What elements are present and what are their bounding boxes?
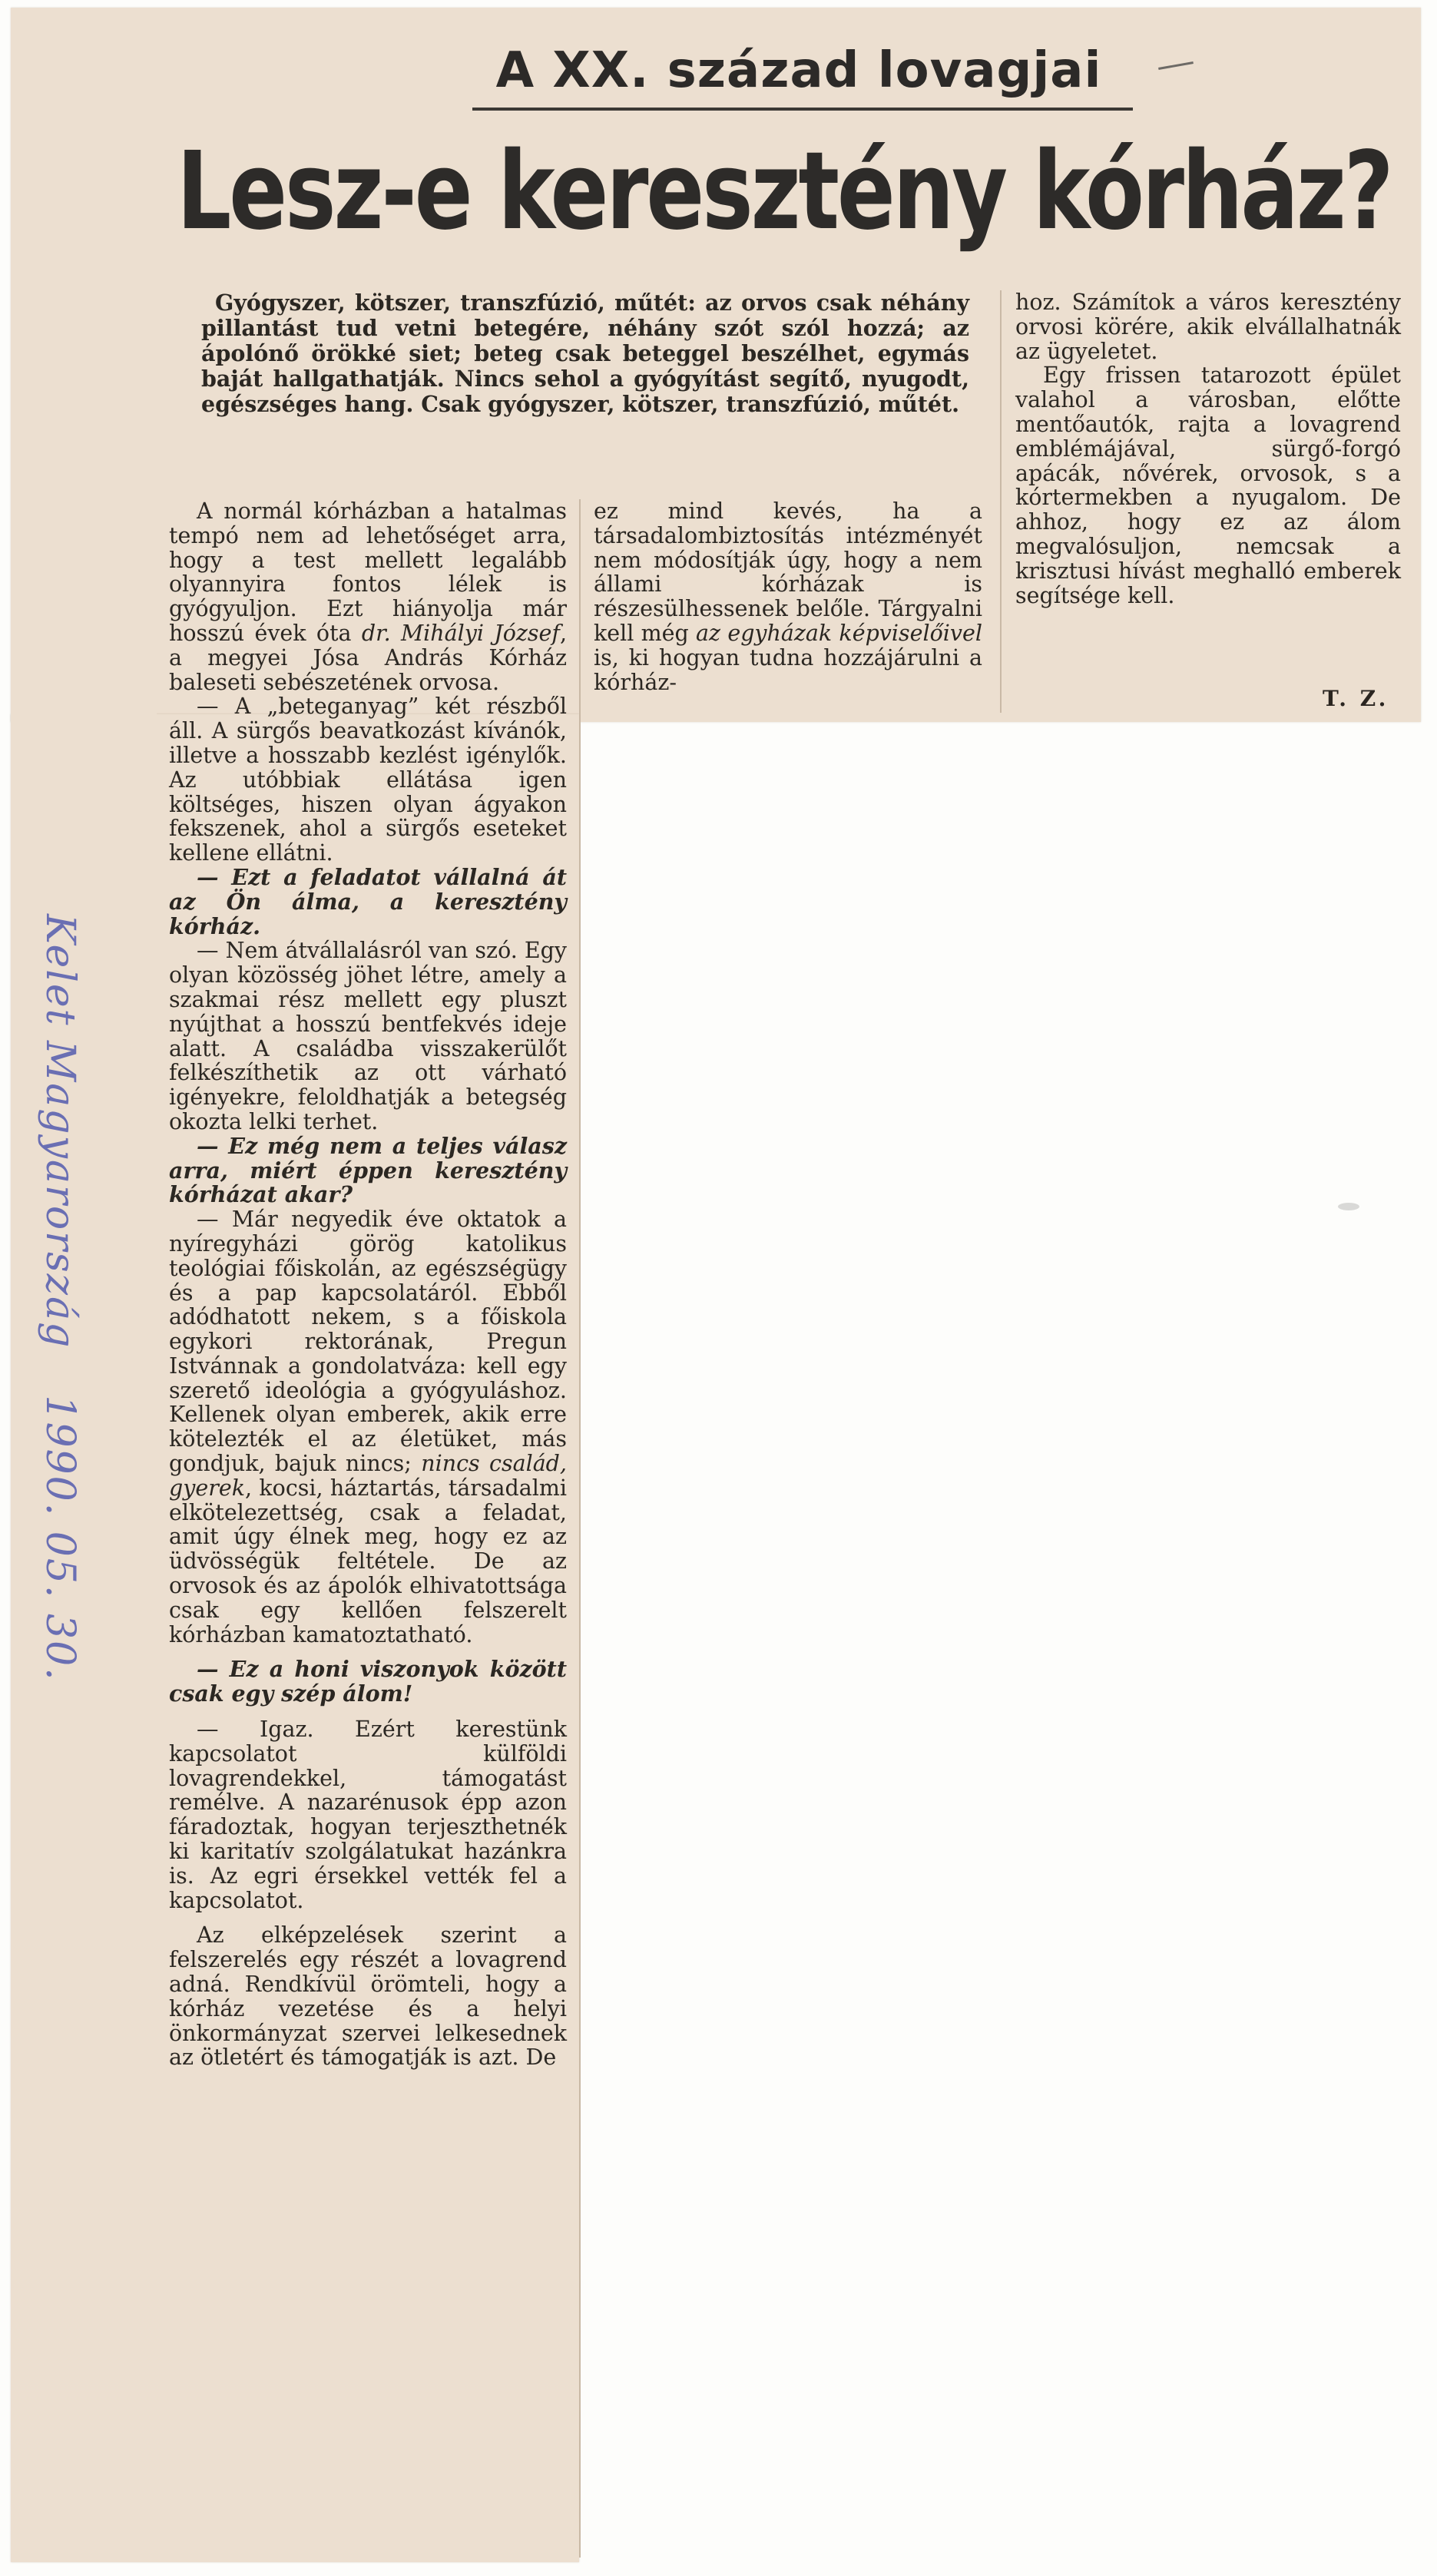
text-run: — Már negyedik éve oktatok a nyíregyházi görög katolikus teológiai főiskolán, az egészségügy és a pap kapcsolatáról. Ebből adódhatott nekem, s a főiskola egykori rektorának, Pregun Istvánnak a gondolatváza: kell egy szerető ideológia a gyógyuláshoz. Kellenek olyan emberek, akik erre kötelezték el az életüket, más gondjuk, bajuk nincs; [169,1207,567,1477]
interview-question: — Ezt a feladatot vállalná át az Ön álma, a keresztény kórház. [169,863,567,939]
lead-paragraph [201,290,969,417]
kicker-underline [472,108,1133,111]
text-run: A normál kórházban a hatalmas tempó nem ad lehetőséget arra, hogy a test mellett legalább olyannyira fontos lélek is gyógyuljon. Ezt hiányolja már hosszú évek óta [169,498,567,646]
text-run: is, ki hogyan tudna hozzájárulni a kórház- [594,644,982,695]
interview-question: — Ez a honi viszonyok között csak egy szép álom! [169,1656,567,1707]
article-column-2 [594,499,982,694]
paragraph: hoz. Számítok a város keresztény orvosi körére, akik elvállalhatnák az ügyeletet. [1015,290,1401,364]
emphasis: az egyházak képviselőivel [696,620,982,646]
paragraph: — Igaz. Ezért kerestünk kapcsolatot külföldi lovagrendekkel, támogatást remélve. A nazarénusok épp azon fáradoztak, hogyan terjeszthetnék ki karitatív szolgálatukat hazánkra is. Az egri érsekkel vették fel a kapcsolatot. [169,1717,567,1913]
headline: Lesz-e keresztény kórház? [177,129,1392,254]
lead-text: Gyógyszer, kötszer, transzfúzió, műtét: az orvos csak néhány pillantást tud vetni betegére, néhány szót szól hozzá; az ápolónő örökké siet; beteg csak beteggel beszélhet, egymás baját hallgathatják. Nincs sehol a gyógyítást segítő, nyugodt, egészséges hang. Csak gyógyszer, kötszer, transzfúzió, műtét. [201,290,969,417]
emphasis: nincs család, gyerek [169,1451,567,1501]
handwritten-source: Kelet Magyarország [37,914,83,1349]
article-column-1 [169,499,567,2070]
paragraph: — Nem átvállalásról van szó. Egy olyan közösség jöhet létre, amely a szakmai rész mellett egy pluszt nyújthat a hosszú bentfekvés ideje alatt. A családba visszakerülőt felkészíthetik az ott várható igényekre, feloldhatják a betegség okozta lelki terhet. [169,938,567,1134]
handwritten-note [37,914,83,1682]
scan-speck [1338,1203,1359,1210]
column-divider-2 [1000,290,1002,713]
interview-question: — Ez még nem a teljes válasz arra, miért éppen keresztény kórházat akar? [169,1132,567,1208]
clipping-left-strip [11,230,157,722]
paragraph [169,1207,567,1647]
paragraph: Egy frissen tatarozott épület valahol a városban, előtte mentőautók, rajta a lovagrend emblémájával, sürgő-forgó apácák, nővérek, orvosok, s a kórtermekben a nyugalom. De ahhoz, hogy ez az álom megvalósuljon, nemcsak a krisztusi hívást meghalló emberek segítsége kell. [1015,363,1401,608]
paragraph [594,499,982,694]
paragraph: Az elképzelések szerint a felszerelés egy részét a lovagrend adná. Rendkívül örömteli, hogy a kórház vezetése és a helyi önkormányzat szervei lelkesednek az ötletért és támogatják is azt. De [169,1922,567,2071]
handwritten-date: 1990. 05. 30. [37,1395,83,1682]
author-signature: T. Z. [1323,686,1389,711]
text-run: ez mind kevés, ha a társadalombiztosítás intézményét nem módosítják úgy, hogy a nem állami kórházak is részesülhessenek belőle. Tárgyalni kell még [594,498,982,646]
column-divider-1 [579,499,581,2558]
text-run: , kocsi, háztartás, társadalmi elkötelezettség, csak a feladat, amit úgy élnek meg, hogy ez az üdvösségük feltétele. De az orvosok és az ápolók elhivatottsága csak egy kellően felszerelt kórházban kamatoztatható. [169,1475,567,1647]
kicker-heading: A XX. század lovagjai [495,42,1102,99]
paragraph: — A „beteganyag” két részből áll. A sürgős beavatkozást kívánók, illetve a hosszabb kezlést igénylők. Az utóbbiak ellátása igen költséges, hiszen olyan ágyakon fekszenek, ahol a sürgős eseteket kellene ellátni. [169,694,567,866]
paragraph [169,499,567,694]
text-run: , a megyei Jósa András Kórház baleseti sebészetének orvosa. [169,620,567,695]
article-column-3 [1015,290,1401,608]
person-name: dr. Mihályi József [361,620,560,646]
